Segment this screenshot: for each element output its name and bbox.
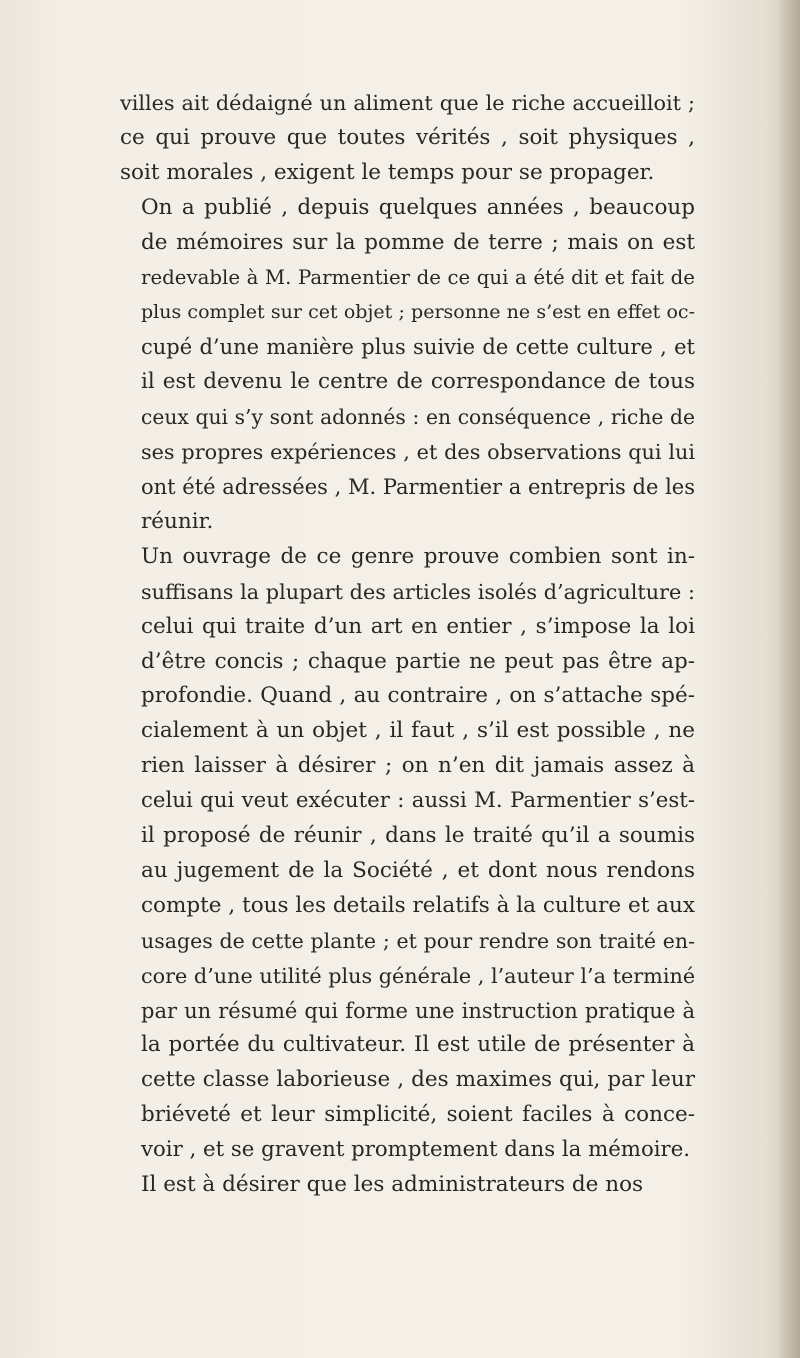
text-line: la portée du cultivateur. Il est utile de présenter à <box>141 1032 695 1058</box>
text-line: redevable à M. Parmentier de ce qui a été dit et fait de <box>141 265 695 289</box>
body-text <box>120 86 695 1203</box>
paragraph <box>120 86 695 191</box>
text-line: plus complet sur cet objet ; personne ne s’est en effet oc- <box>141 301 695 324</box>
text-line: compte , tous les details relatifs à la culture et aux <box>141 892 695 918</box>
text-line: il est devenu le centre de correspondance de tous <box>141 369 695 395</box>
text-line: ses propres expériences , et des observations qui lui <box>141 440 695 465</box>
text-line: villes ait dédaigné un aliment que le riche accueilloit ; <box>120 91 695 115</box>
text-line: celui qui traite d’un art en entier , s’impose la loi <box>141 613 695 639</box>
text-line: il proposé de réunir , dans le traité qu’il a soumis <box>141 823 695 849</box>
text-line: soit morales , exigent le temps pour se propager. <box>120 159 655 185</box>
text-line: usages de cette plante ; et pour rendre son traité en- <box>141 928 695 953</box>
text-line: celui qui veut exécuter : aussi M. Parmentier s’est- <box>141 788 695 814</box>
paragraph <box>120 191 695 540</box>
page-edge-shadow <box>778 0 800 1358</box>
text-line: au jugement de la Société , et dont nous rendons <box>141 857 695 883</box>
text-line: rien laisser à désirer ; on n’en dit jamais assez à <box>141 753 695 779</box>
paragraph <box>120 540 695 1168</box>
text-line: ce qui prouve que toutes vérités , soit physiques , <box>120 124 695 150</box>
text-line: par un résumé qui forme une instruction pratique à <box>141 998 695 1023</box>
text-line: briéveté et leur simplicité, soient faciles à conce- <box>141 1102 695 1128</box>
text-line: core d’une utilité plus générale , l’auteur l’a terminé <box>141 963 696 988</box>
text-line: On a publié , depuis quelques années , beaucoup <box>141 194 695 220</box>
text-line: cupé d’une manière plus suivie de cette culture , et <box>141 335 695 360</box>
text-line: profondie. Quand , au contraire , on s’attache spé- <box>141 683 695 709</box>
text-line: cialement à un objet , il faut , s’il est possible , ne <box>141 718 695 744</box>
text-line: suffisans la plupart des articles isolés d’agriculture : <box>141 579 695 604</box>
text-line: ont été adressées , M. Parmentier a entrepris de les <box>141 474 695 499</box>
text-line: Un ouvrage de ce genre prouve combien sont in- <box>141 543 695 569</box>
text-line: réunir. <box>141 508 214 534</box>
paragraph <box>120 1168 695 1203</box>
text-line: de mémoires sur la pomme de terre ; mais on est <box>141 229 695 255</box>
text-line: d’être concis ; chaque partie ne peut pas être ap- <box>141 648 695 674</box>
text-line: voir , et se gravent promptement dans la mémoire. <box>141 1137 691 1163</box>
text-line: Il est à désirer que les administrateurs de nos <box>141 1172 644 1198</box>
text-line: ceux qui s’y sont adonnés : en conséquence , riche de <box>141 405 695 430</box>
text-line: cette classe laborieuse , des maximes qui, par leur <box>141 1067 695 1093</box>
